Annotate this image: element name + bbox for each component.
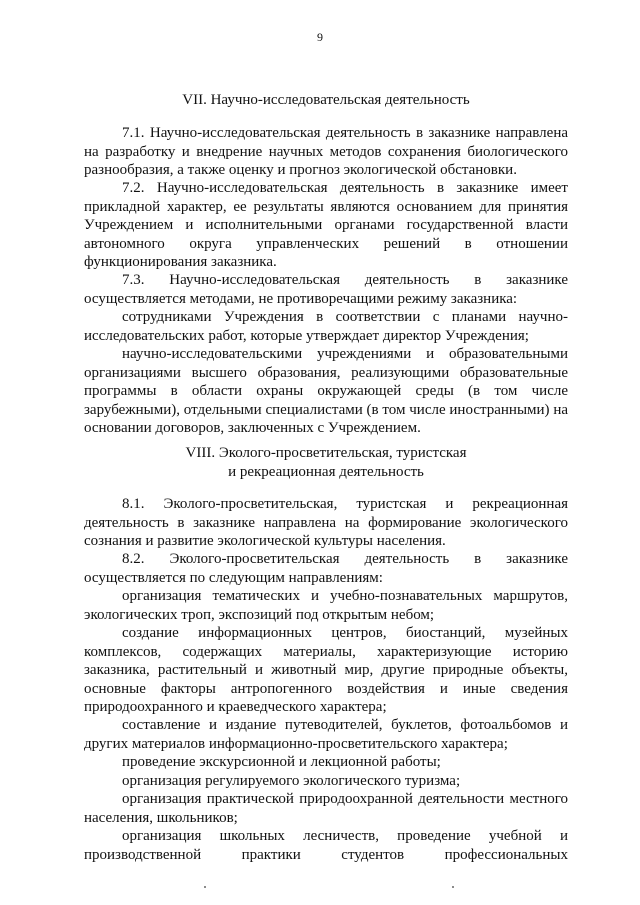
- text-line: сотрудниками Учреждения в соответствии с планами научно-: [122, 309, 568, 325]
- text-line: прикладной характер, ее результаты являются основанием для принятия: [84, 198, 568, 215]
- text-line: программы в области охраны окружающей среды (в том числе: [84, 383, 568, 399]
- scan-speck: [204, 886, 206, 888]
- text-line: сознания и развитие экологической культуры населения.: [84, 533, 446, 549]
- list-item-tourism: [84, 772, 568, 791]
- section-7-heading: VII. Научно-исследовательская деятельность: [182, 92, 470, 108]
- section-8-heading: [84, 444, 568, 481]
- text-line: населения, школьников;: [84, 809, 238, 826]
- text-line: научно-исследовательскими учреждениями и образовательными: [122, 346, 568, 362]
- paragraph-7-1: [84, 124, 568, 180]
- list-item-centers: [84, 624, 568, 717]
- text-line: комплексов, содержащих материалы, характеризующие историю: [84, 643, 568, 660]
- text-line: основании договоров, заключенных с Учреждением.: [84, 420, 421, 436]
- text-line: производственной практики студентов профессиональных: [84, 846, 568, 863]
- text-line: деятельность в заказнике направлена на формирование экологического: [84, 514, 568, 531]
- list-item-routes: [84, 587, 568, 624]
- paragraph-7-3: [84, 271, 568, 308]
- list-item-school-forestry: [84, 827, 568, 864]
- text-line: основные факторы антропогенного воздействия и иные сведения: [84, 680, 568, 697]
- text-line: организация школьных лесничеств, проведение учебной и: [122, 828, 568, 844]
- text-line: Учреждением и исполнительными органами государственной власти: [84, 217, 568, 233]
- text-line: других материалов информационно-просветительского характера;: [84, 735, 508, 752]
- page-number: 9: [317, 30, 323, 44]
- section-8-heading-line-2: и рекреационная деятельность: [228, 463, 424, 480]
- list-item-excursions: [84, 753, 568, 772]
- text-line: организация тематических и учебно-познавательных маршрутов,: [122, 588, 568, 604]
- section-8-heading-line-1: VIII. Эколого-просветительская, туристская: [185, 445, 467, 461]
- text-line: на разработку и внедрение научных методов сохранения биологического: [84, 143, 568, 160]
- text-line: 7.2. Научно-исследовательская деятельность в заказнике имеет: [122, 180, 568, 196]
- text-line: природоохранного и краеведческого характера;: [84, 699, 387, 715]
- text-line: разнообразия, а также оценку и прогноз экологической обстановки.: [84, 162, 517, 178]
- list-item-practical-activity: [84, 790, 568, 827]
- text-line: 8.1. Эколого-просветительская, туристская и рекреационная: [122, 496, 568, 512]
- text-line: 8.2. Эколого-просветительская деятельность в заказнике: [122, 551, 568, 567]
- paragraph-8-2: [84, 550, 568, 587]
- text-line: зарубежными), отдельными специалистами (в том числе иностранными) на: [84, 401, 568, 418]
- text-line: организация регулируемого экологического туризма;: [122, 772, 461, 789]
- paragraph-8-1: [84, 495, 568, 551]
- text-line: исследовательских работ, которые утверждает директор Учреждения;: [84, 327, 529, 344]
- text-line: функционирования заказника.: [84, 254, 277, 270]
- text-line: осуществляется методами, не противоречащими режиму заказника:: [84, 290, 518, 307]
- list-item-publications: [84, 716, 568, 753]
- list-item-staff: [84, 308, 568, 345]
- paragraph-7-2: [84, 179, 568, 272]
- text-line: создание информационных центров, биостанций, музейных: [122, 625, 568, 641]
- scan-speck: [452, 886, 454, 888]
- text-line: проведение экскурсионной и лекционной работы;: [122, 754, 441, 770]
- text-line: составление и издание путеводителей, буклетов, фотоальбомов и: [122, 717, 568, 733]
- text-line: автономного округа управленческих решений в отношении: [84, 235, 568, 252]
- text-line: заказника, растительный и животный мир, другие природные объекты,: [84, 662, 568, 678]
- list-item-institutions: [84, 345, 568, 438]
- text-line: 7.1. Научно-исследовательская деятельность в заказнике направлена: [122, 125, 568, 141]
- text-line: организация практической природоохранной деятельности местного: [122, 791, 568, 807]
- text-line: 7.3. Научно-исследовательская деятельность в заказнике: [122, 272, 568, 288]
- text-line: организациями высшего образования, реализующими образовательные: [84, 364, 568, 381]
- text-line: экологических троп, экспозиций под открытым небом;: [84, 606, 435, 623]
- text-line: осуществляется по следующим направлениям:: [84, 569, 383, 586]
